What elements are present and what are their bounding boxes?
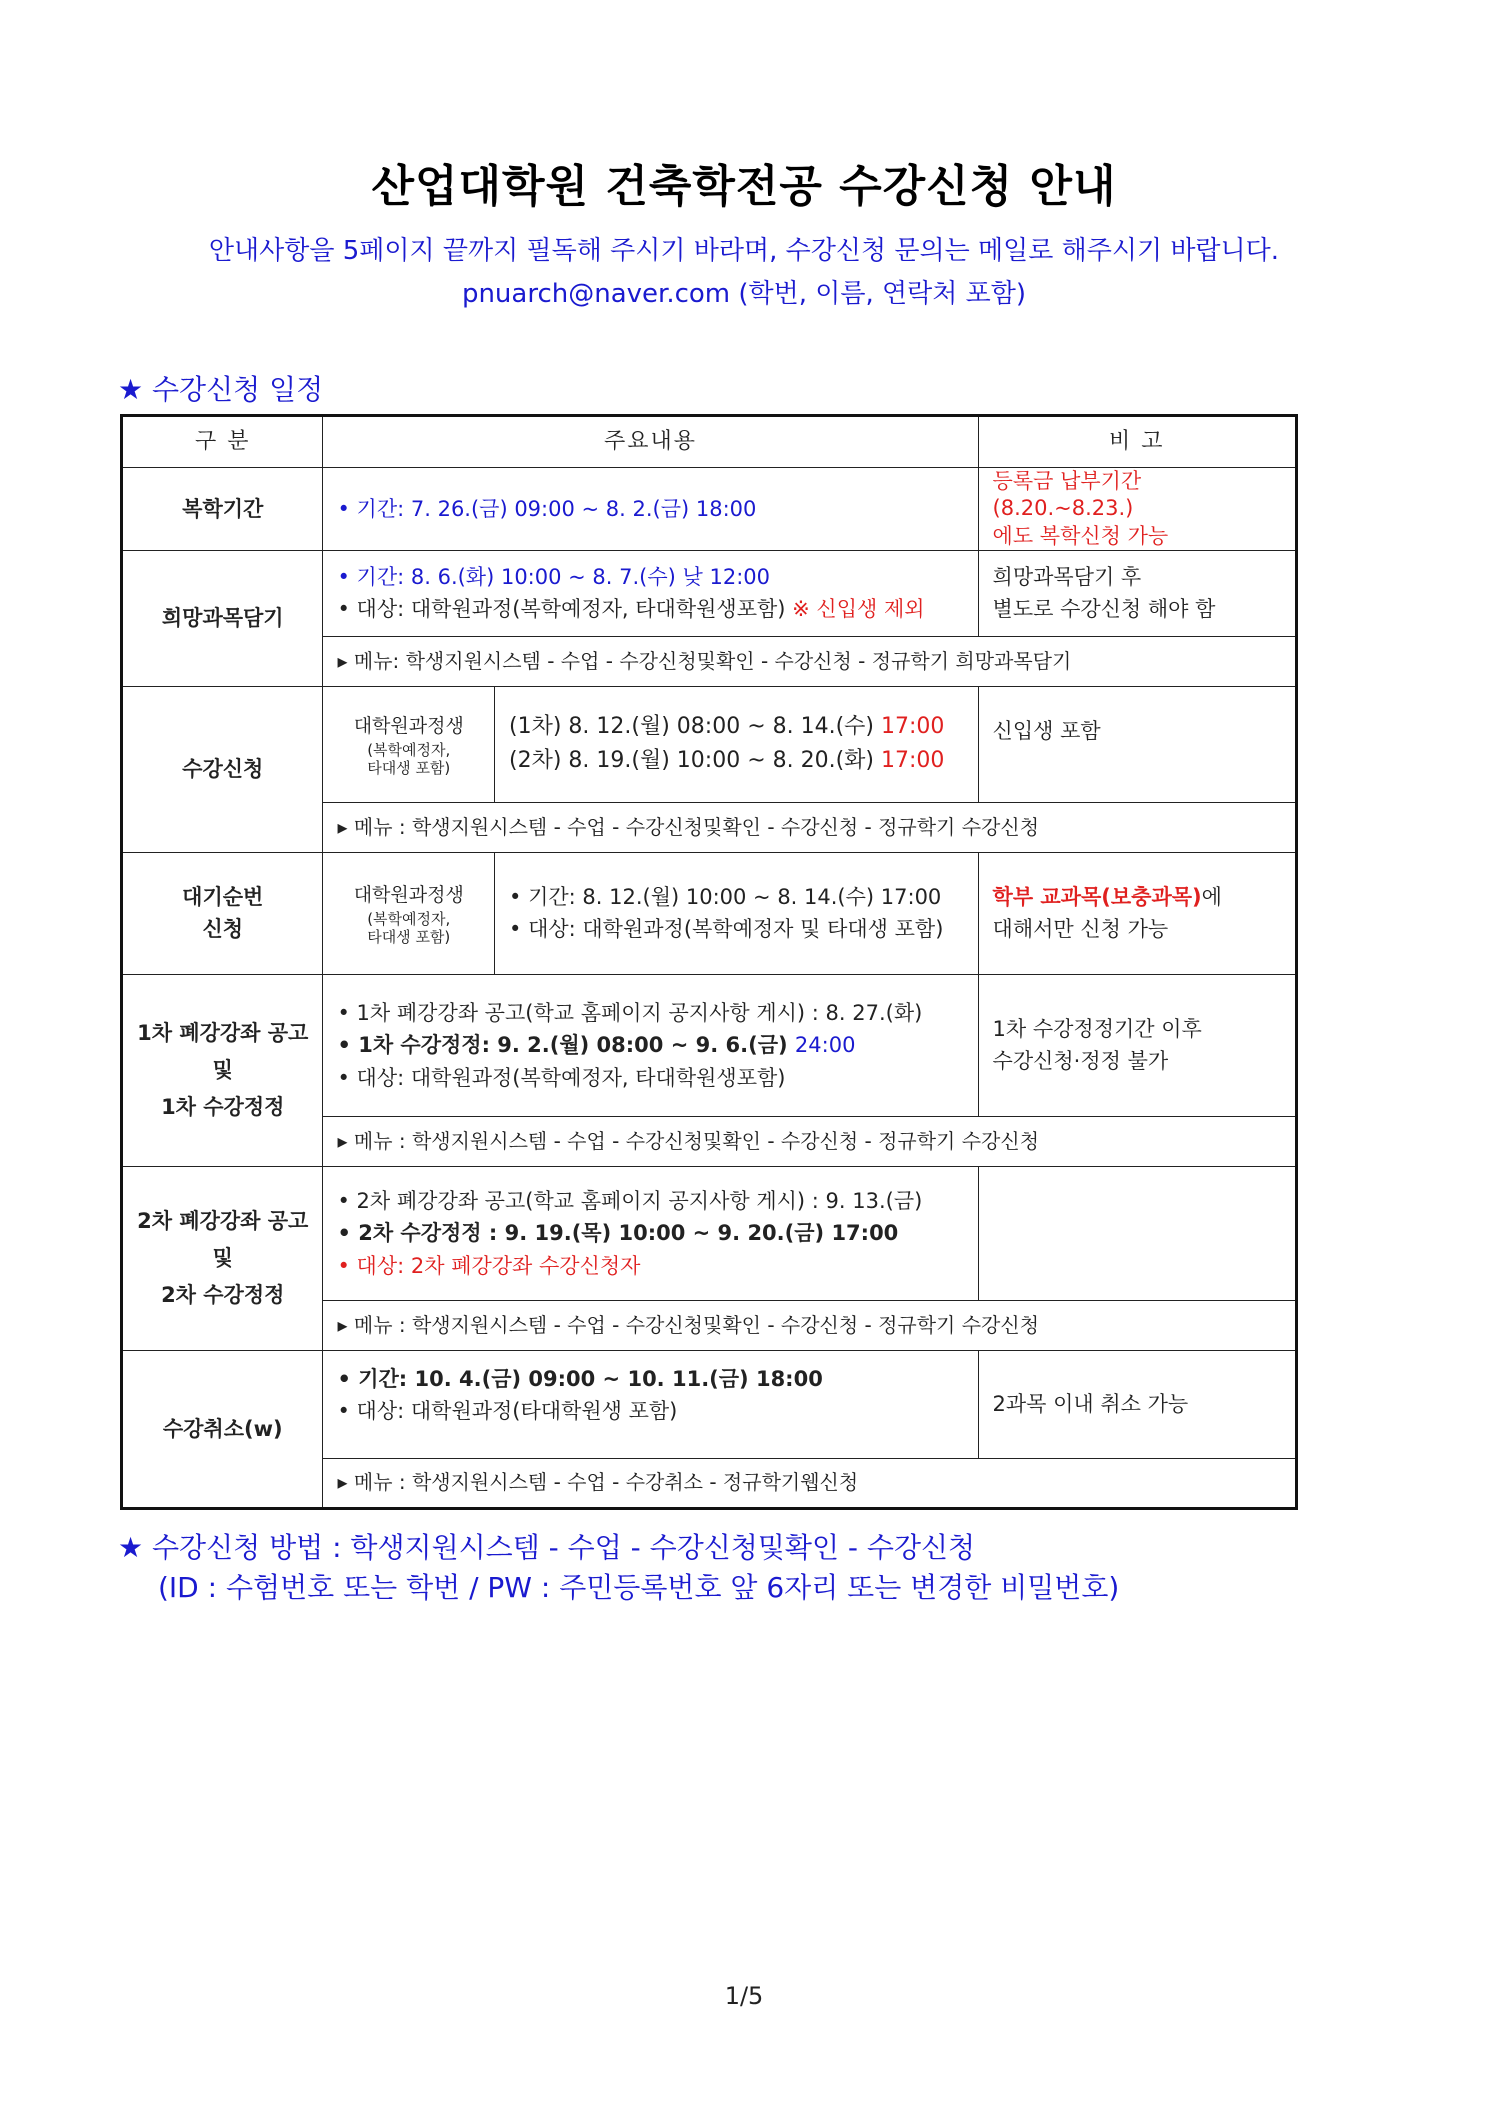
waitlist-note-highlight: 학부 교과목(보충과목) [992, 884, 1202, 909]
row-content-return [323, 468, 978, 551]
wishlist-note-line2: 별도로 수강신청 해야 함 [992, 597, 1216, 622]
row-category-wishlist: 희망과목담기 [122, 550, 323, 686]
waitlist-note-rest: 에 [1201, 884, 1222, 909]
registration-round1 [509, 710, 964, 744]
row-note-correction2 [978, 1166, 1296, 1300]
schedule-table [120, 414, 1298, 1510]
correction1-target: • 대상: 대학원과정(복학예정자, 타대학원생포함) [337, 1065, 786, 1090]
notice-subtitle: 안내사항을 5페이지 끝까지 필독해 주시기 바라며, 수강신청 문의는 메일로 해주시기 바랍니다. [208, 236, 1280, 266]
header-category: 구 분 [122, 416, 323, 468]
waitlist-group [323, 852, 495, 974]
table-row [122, 1350, 1297, 1458]
correction1-category-line3: 1차 수강정정 [161, 1094, 285, 1119]
return-note-line2: 에도 복학신청 가능 [992, 523, 1169, 548]
page-title: 산업대학원 건축학전공 수강신청 안내 [371, 161, 1117, 212]
correction1-note-line1: 1차 수강정정기간 이후 [992, 1016, 1202, 1041]
registration-group-sub2: 타대생 포함) [367, 759, 451, 778]
correction2-content [323, 1166, 978, 1300]
registration-rounds [495, 686, 979, 802]
correction1-category-line2: 및 [212, 1058, 233, 1083]
registration-round2 [509, 744, 964, 778]
withdraw-content [323, 1350, 978, 1458]
row-note-correction1 [978, 974, 1296, 1116]
registration-menu-path: ▸ 메뉴 : 학생지원시스템 - 수업 - 수강신청및확인 - 수강신청 - 정규학기 수강신청 [323, 802, 1297, 852]
correction1-period [337, 1029, 963, 1062]
correction2-category-line1: 2차 폐강강좌 공고 [137, 1209, 309, 1234]
header-content: 주요내용 [323, 416, 978, 468]
section-heading-schedule: ★ 수강신청 일정 [118, 373, 324, 406]
correction1-note-line2: 수강신청·정정 불가 [992, 1049, 1169, 1074]
correction2-period: • 2차 수강정정 : 9. 19.(목) 10:00 ~ 9. 20.(금) 17:00 [337, 1221, 899, 1246]
row-note-return [978, 468, 1296, 551]
registration-group-sub1: (복학예정자, [367, 741, 451, 760]
round2-end: 17:00 [881, 748, 945, 774]
wishlist-note-line1: 희망과목담기 후 [992, 564, 1142, 589]
wishlist-target [337, 593, 963, 626]
round1-end: 17:00 [881, 714, 945, 740]
waitlist-target: • 대상: 대학원과정(복학예정자 및 타대생 포함) [509, 917, 944, 942]
waitlist-group-label: 대학원과정생 [353, 883, 464, 906]
row-category-registration: 수강신청 [122, 686, 323, 852]
correction2-notice: • 2차 폐강강좌 공고(학교 홈페이지 공지사항 게시) : 9. 13.(금) [337, 1188, 923, 1213]
round1-text: (1차) 8. 12.(월) 08:00 ~ 8. 14.(수) [509, 714, 882, 740]
row-note-waitlist [978, 852, 1296, 974]
wishlist-period: • 기간: 8. 6.(화) 10:00 ~ 8. 7.(수) 낮 12:00 [337, 564, 771, 589]
row-note-withdraw: 2과목 이내 취소 가능 [978, 1350, 1296, 1458]
login-credentials-note: (ID : 수험번호 또는 학번 / PW : 주민등록번호 앞 6자리 또는 변경한 비밀번호) [158, 1571, 1120, 1604]
table-row [122, 852, 1297, 974]
row-category-waitlist [122, 852, 323, 974]
correction2-menu-path: ▸ 메뉴 : 학생지원시스템 - 수업 - 수강신청및확인 - 수강신청 - 정규학기 수강신청 [323, 1300, 1297, 1350]
correction1-notice: • 1차 폐강강좌 공고(학교 홈페이지 공지사항 게시) : 8. 27.(화) [337, 1000, 923, 1025]
waitlist-group-sub1: (복학예정자, [367, 910, 451, 929]
withdraw-target: • 대상: 대학원과정(타대학원생 포함) [337, 1399, 678, 1424]
registration-group [323, 686, 495, 802]
correction1-content [323, 974, 978, 1116]
wishlist-menu-path: ▸ 메뉴: 학생지원시스템 - 수업 - 수강신청및확인 - 수강신청 - 정규학기 희망과목담기 [323, 636, 1297, 686]
waitlist-content [495, 852, 979, 974]
row-note-wishlist [978, 550, 1296, 636]
correction2-target: • 대상: 2차 폐강강좌 수강신청자 [337, 1253, 641, 1278]
table-row [122, 686, 1297, 802]
registration-method: ★ 수강신청 방법 : 학생지원시스템 - 수업 - 수강신청및확인 - 수강신청 [118, 1531, 976, 1564]
correction2-category-line2: 및 [212, 1246, 233, 1271]
header-note: 비 고 [978, 416, 1296, 468]
wishlist-target-text: • 대상: 대학원과정(복학예정자, 타대학원생포함) [337, 597, 793, 622]
waitlist-period: • 기간: 8. 12.(월) 10:00 ~ 8. 14.(수) 17:00 [509, 884, 942, 909]
return-note-line1: 등록금 납부기간(8.20.~8.23.) [992, 469, 1142, 521]
correction2-category-line3: 2차 수강정정 [161, 1282, 285, 1307]
correction1-period-end: 24:00 [794, 1033, 856, 1058]
withdraw-period: • 기간: 10. 4.(금) 09:00 ~ 10. 11.(금) 18:00 [337, 1366, 823, 1391]
correction1-menu-path: ▸ 메뉴 : 학생지원시스템 - 수업 - 수강신청및확인 - 수강신청 - 정규학기 수강신청 [323, 1116, 1297, 1166]
waitlist-category-line1: 대기순번 [182, 884, 264, 909]
row-note-registration: 신입생 포함 [978, 686, 1296, 802]
wishlist-exclusion: ※ 신입생 제외 [792, 597, 925, 622]
row-category-correction1 [122, 974, 323, 1166]
withdraw-menu-path: ▸ 메뉴 : 학생지원시스템 - 수업 - 수강취소 - 정규학기웹신청 [323, 1458, 1297, 1508]
waitlist-note-line2: 대해서만 신청 가능 [992, 917, 1169, 942]
correction1-category-line1: 1차 폐강강좌 공고 [137, 1021, 309, 1046]
correction1-period-text: • 1차 수강정정: 9. 2.(월) 08:00 ~ 9. 6.(금) [337, 1033, 795, 1058]
table-row [122, 468, 1297, 551]
row-category-withdraw: 수강취소(w) [122, 1350, 323, 1508]
table-row [122, 974, 1297, 1116]
waitlist-category-line2: 신청 [202, 917, 244, 942]
page-number: 1/5 [724, 1982, 764, 2010]
return-period: • 기간: 7. 26.(금) 09:00 ~ 8. 2.(금) 18:00 [337, 496, 757, 521]
waitlist-group-sub2: 타대생 포함) [367, 928, 451, 947]
contact-email: pnuarch@naver.com (학번, 이름, 연락처 포함) [461, 279, 1027, 309]
table-row [122, 1166, 1297, 1300]
table-row [122, 550, 1297, 636]
row-content-wishlist [323, 550, 978, 636]
round2-text: (2차) 8. 19.(월) 10:00 ~ 8. 20.(화) [509, 748, 882, 774]
registration-group-label: 대학원과정생 [353, 714, 464, 737]
row-category-return: 복학기간 [122, 468, 323, 551]
table-header-row [122, 416, 1297, 468]
row-category-correction2 [122, 1166, 323, 1350]
